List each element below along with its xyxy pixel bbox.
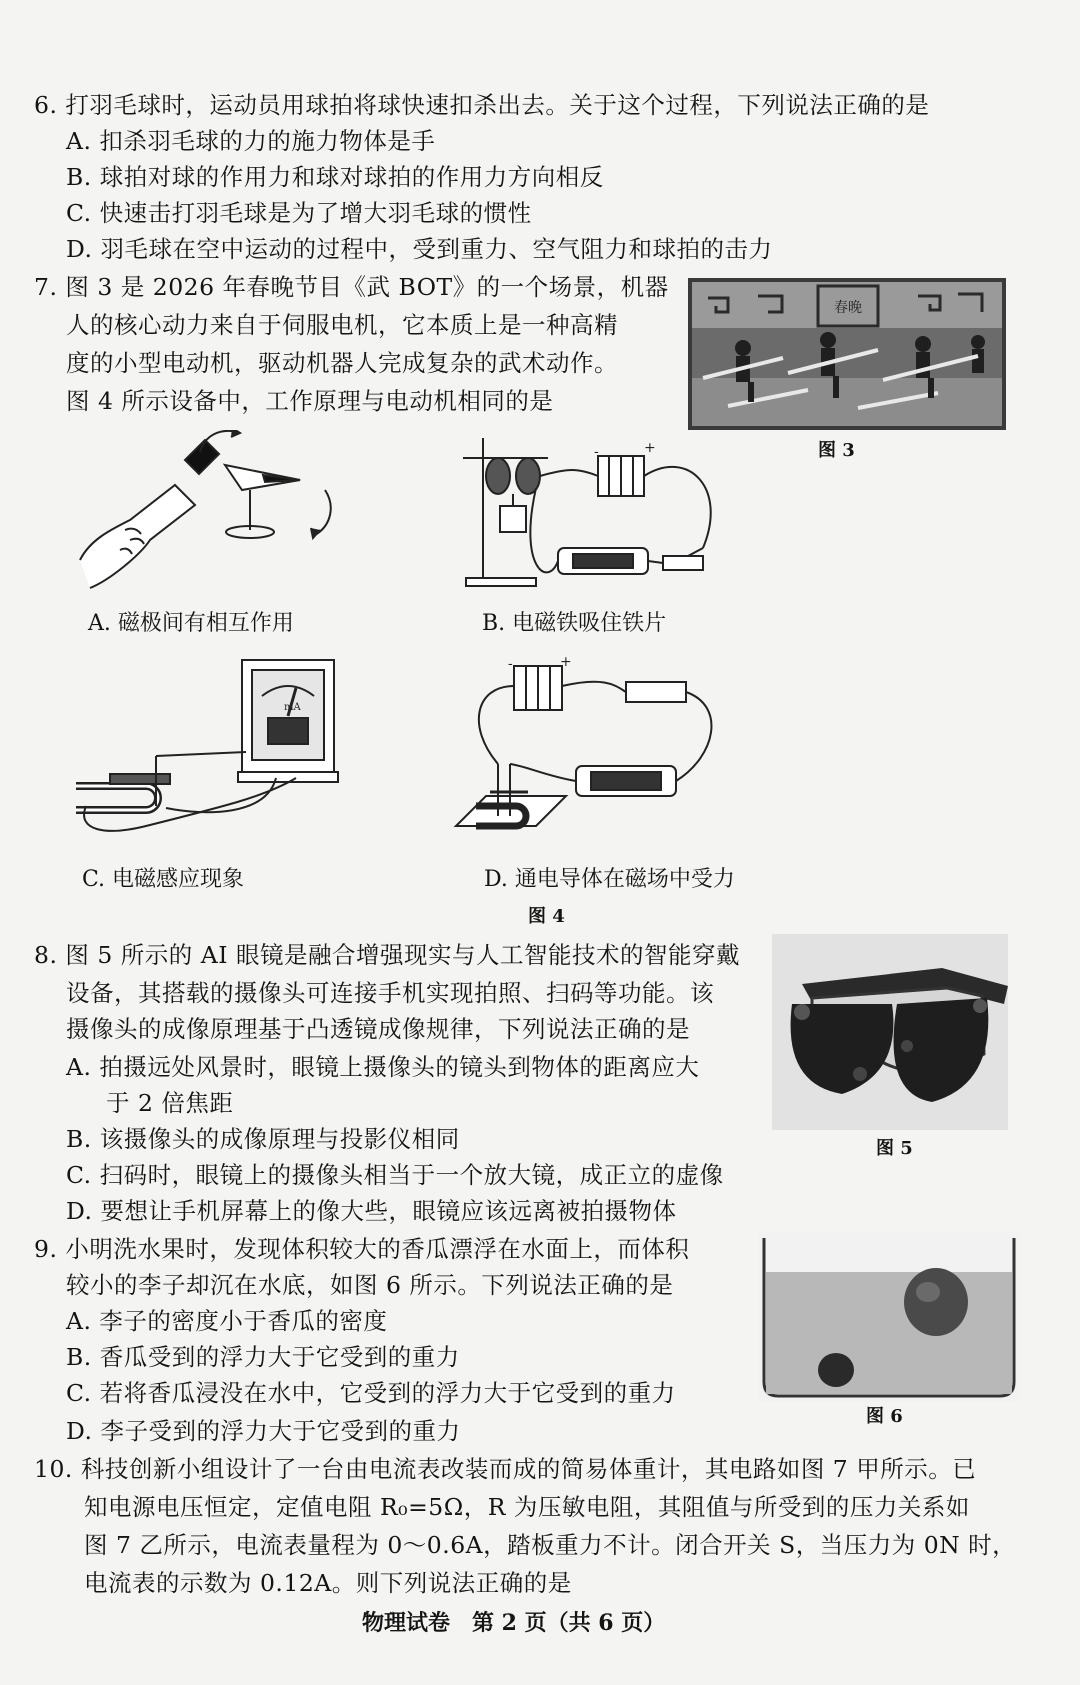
figure-4a-label: A. 磁极间有相互作用 xyxy=(88,611,294,636)
figure-4a-magnet-diagram xyxy=(70,430,360,590)
figure-5-ai-glasses-photo xyxy=(772,934,1008,1130)
figure-3-caption: 图 3 xyxy=(818,440,855,461)
q9-option-a: A. 李子的密度小于香瓜的密度 xyxy=(66,1307,388,1335)
q10-line: 知电源电压恒定，定值电阻 R₀=5Ω，R 为压敏电阻，其阻值与所受到的压力关系如 xyxy=(84,1493,970,1521)
q10-line: 电流表的示数为 0.12A。则下列说法正确的是 xyxy=(84,1569,572,1597)
figure-4c-induction-diagram xyxy=(66,656,366,836)
figure-4d-label: D. 通电导体在磁场中受力 xyxy=(484,867,735,892)
meter-unit-text: mA xyxy=(284,702,301,713)
q8-line: 摄像头的成像原理基于凸透镜成像规律，下列说法正确的是 xyxy=(66,1015,690,1043)
q9-line: 9. 小明洗水果时，发现体积较大的香瓜漂浮在水面上，而体积 xyxy=(34,1235,690,1263)
figure-4b-electromagnet-diagram xyxy=(448,428,728,588)
q9-line: 较小的李子却沉在水底，如图 6 所示。下列说法正确的是 xyxy=(66,1271,674,1299)
q8-option-b: B. 该摄像头的成像原理与投影仪相同 xyxy=(66,1125,460,1153)
q8-option-a-cont: 于 2 倍焦距 xyxy=(106,1089,234,1117)
svg-text:+: + xyxy=(644,440,656,456)
q6-option-d: D. 羽毛球在空中运动的过程中，受到重力、空气阻力和球拍的击力 xyxy=(66,235,773,263)
figure-4b-label: B. 电磁铁吸住铁片 xyxy=(482,611,667,636)
q7-stem-line: 人的核心动力来自于伺服电机，它本质上是一种高精 xyxy=(66,311,618,339)
q6-option-b: B. 球拍对球的作用力和球对球拍的作用力方向相反 xyxy=(66,163,604,191)
q8-option-a: A. 拍摄远处风景时，眼镜上摄像头的镜头到物体的距离应大 xyxy=(66,1053,700,1081)
q10-line: 10. 科技创新小组设计了一台由电流表改装而成的简易体重计，其电路如图 7 甲所示。已 xyxy=(34,1455,977,1483)
figure-4c-label: C. 电磁感应现象 xyxy=(82,867,245,892)
svg-text:-: - xyxy=(508,656,513,672)
figure-3-robot-photo xyxy=(688,278,1006,430)
q10-line: 图 7 乙所示，电流表量程为 0～0.6A，踏板重力不计。闭合开关 S，当压力为 0N 时， xyxy=(84,1531,1017,1559)
q7-stem-line: 7. 图 3 是 2026 年春晚节目《武 BOT》的一个场景，机器 xyxy=(34,273,669,301)
figure-4d-motor-principle-diagram xyxy=(446,656,736,846)
q8-line: 设备，其搭载的摄像头可连接手机实现拍照、扫码等功能。该 xyxy=(66,979,714,1007)
svg-text:-: - xyxy=(594,444,599,460)
svg-text:+: + xyxy=(560,656,572,670)
q6-option-a: A. 扣杀羽毛球的力的施力物体是手 xyxy=(66,127,436,155)
q9-option-c: C. 若将香瓜浸没在水中，它受到的浮力大于它受到的重力 xyxy=(66,1379,676,1407)
q9-option-d: D. 李子受到的浮力大于它受到的重力 xyxy=(66,1417,461,1445)
q8-option-c: C. 扫码时，眼镜上的摄像头相当于一个放大镜，成正立的虚像 xyxy=(66,1161,724,1189)
figure-5-caption: 图 5 xyxy=(876,1138,913,1159)
q6-stem: 6. 打羽毛球时，运动员用球拍将球快速扣杀出去。关于这个过程，下列说法正确的是 xyxy=(34,91,930,119)
page-footer: 物理试卷 第 2 页（共 6 页） xyxy=(362,1610,666,1636)
q8-option-d: D. 要想让手机屏幕上的像大些，眼镜应该远离被拍摄物体 xyxy=(66,1197,677,1225)
q6-option-c: C. 快速击打羽毛球是为了增大羽毛球的惯性 xyxy=(66,199,532,227)
figure-6-caption: 图 6 xyxy=(866,1406,903,1427)
q7-stem-line: 度的小型电动机，驱动机器人完成复杂的武术动作。 xyxy=(66,349,618,377)
q9-option-b: B. 香瓜受到的浮力大于它受到的重力 xyxy=(66,1343,460,1371)
figure-6-fruit-in-water-photo xyxy=(758,1232,1020,1402)
figure-4-caption: 图 4 xyxy=(528,906,565,927)
q7-stem-line: 图 4 所示设备中，工作原理与电动机相同的是 xyxy=(66,387,554,415)
robot-photo-sign-text: 春晚 xyxy=(834,300,862,316)
q8-line: 8. 图 5 所示的 AI 眼镜是融合增强现实与人工智能技术的智能穿戴 xyxy=(34,941,740,969)
